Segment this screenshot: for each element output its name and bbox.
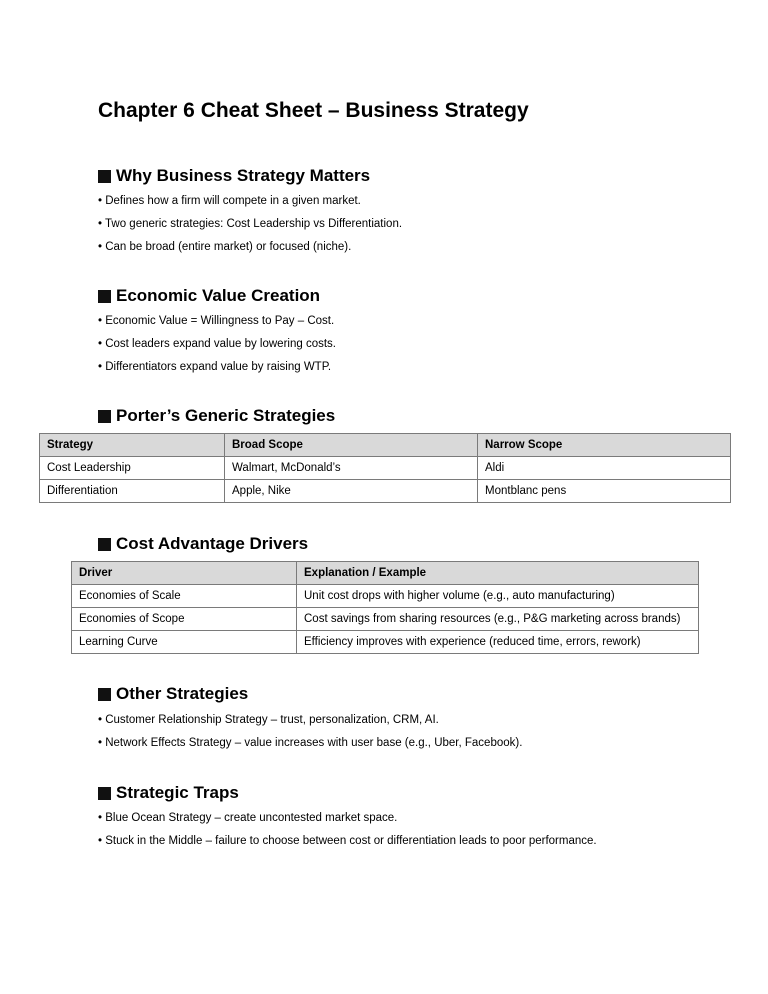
- section-heading-traps: [98, 783, 239, 803]
- section-heading-economic: [98, 286, 320, 306]
- list-item: • Defines how a firm will compete in a given market.: [98, 195, 361, 207]
- table-row: [72, 585, 699, 608]
- table-row: [40, 480, 731, 503]
- section-heading-text: Strategic Traps: [116, 783, 239, 802]
- section-heading-other: [98, 684, 248, 704]
- square-bullet-icon: [98, 170, 111, 183]
- column-header: Narrow Scope: [478, 434, 731, 457]
- square-bullet-icon: [98, 538, 111, 551]
- section-heading-text: Other Strategies: [116, 684, 249, 703]
- square-bullet-icon: [98, 688, 111, 701]
- section-heading-why: [98, 166, 370, 186]
- list-item: • Blue Ocean Strategy – create uncontested market space.: [98, 812, 398, 824]
- list-item: • Economic Value = Willingness to Pay – Cost.: [98, 315, 335, 327]
- section-heading-cost: [98, 534, 308, 554]
- table-row: [40, 457, 731, 480]
- section-heading-text: Porter’s Generic Strategies: [116, 406, 336, 425]
- section-heading-text: Cost Advantage Drivers: [116, 534, 309, 553]
- table-cell: Cost savings from sharing resources (e.g., P&G marketing across brands): [297, 608, 699, 631]
- section-heading-porter: [98, 406, 335, 426]
- table-row: [72, 608, 699, 631]
- list-item: • Customer Relationship Strategy – trust, personalization, CRM, AI.: [98, 714, 439, 726]
- page-title: Chapter 6 Cheat Sheet – Business Strategy: [98, 99, 529, 122]
- table-header-row: [72, 562, 699, 585]
- table-cell: Montblanc pens: [478, 480, 731, 503]
- column-header: Strategy: [40, 434, 225, 457]
- square-bullet-icon: [98, 787, 111, 800]
- table-row: [72, 631, 699, 654]
- section-heading-text: Why Business Strategy Matters: [116, 166, 371, 185]
- table-cell: Learning Curve: [72, 631, 297, 654]
- table-cell: Walmart, McDonald’s: [225, 457, 478, 480]
- bullet-list-why: [98, 190, 402, 259]
- table-cell: Economies of Scale: [72, 585, 297, 608]
- column-header: Explanation / Example: [297, 562, 699, 585]
- bullet-list-other: [98, 709, 522, 755]
- table-cell: Differentiation: [40, 480, 225, 503]
- table-cell: Cost Leadership: [40, 457, 225, 480]
- table-header-row: [40, 434, 731, 457]
- column-header: Driver: [72, 562, 297, 585]
- list-item: • Can be broad (entire market) or focused (niche).: [98, 241, 352, 253]
- column-header: Broad Scope: [225, 434, 478, 457]
- table-cell: Apple, Nike: [225, 480, 478, 503]
- table-cell: Economies of Scope: [72, 608, 297, 631]
- list-item: • Cost leaders expand value by lowering costs.: [98, 338, 336, 350]
- bullet-list-traps: [98, 807, 597, 853]
- square-bullet-icon: [98, 410, 111, 423]
- table-cell: Efficiency improves with experience (reduced time, errors, rework): [297, 631, 699, 654]
- table-cell: Aldi: [478, 457, 731, 480]
- list-item: • Differentiators expand value by raising WTP.: [98, 361, 332, 373]
- table-cell: Unit cost drops with higher volume (e.g., auto manufacturing): [297, 585, 699, 608]
- cost-drivers-table: [71, 561, 699, 654]
- square-bullet-icon: [98, 290, 111, 303]
- section-heading-text: Economic Value Creation: [116, 286, 321, 305]
- porter-strategies-table: [39, 433, 731, 503]
- list-item: • Network Effects Strategy – value increases with user base (e.g., Uber, Facebook).: [98, 737, 523, 749]
- list-item: • Two generic strategies: Cost Leadership vs Differentiation.: [98, 218, 403, 230]
- list-item: • Stuck in the Middle – failure to choose between cost or differentiation leads to poor performance.: [98, 835, 597, 847]
- bullet-list-economic: [98, 310, 336, 379]
